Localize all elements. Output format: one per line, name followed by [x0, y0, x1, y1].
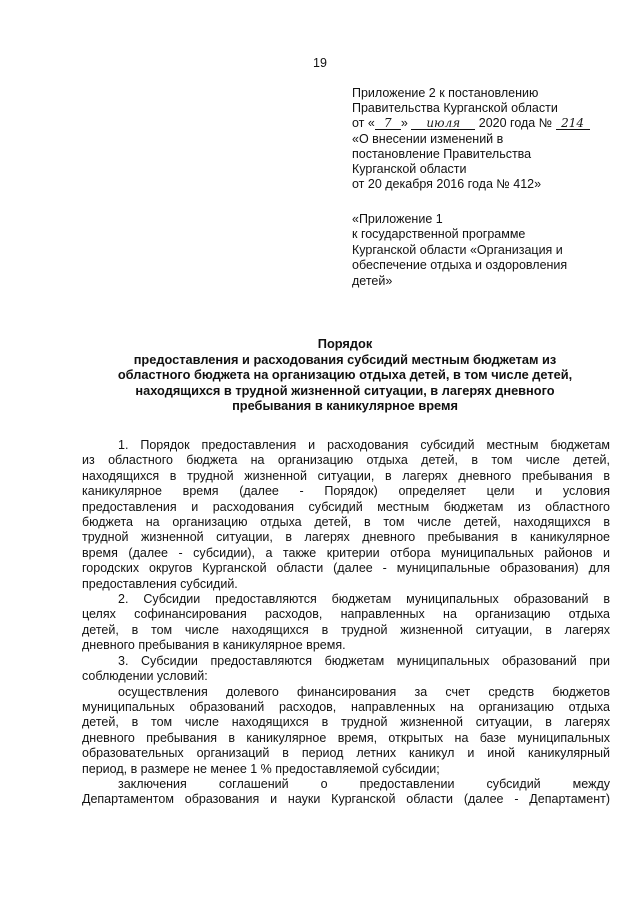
- paragraph-line: период, в размере не менее 1 % предоставляемой субсидии;: [82, 761, 440, 776]
- title-line-1: Порядок: [317, 336, 373, 351]
- paragraph-line: трудной жизненной ситуации, в лагерях дневного пребывания в каникулярное: [82, 530, 610, 545]
- appendix-inner-line-4: обеспечение отдыха и оздоровления: [352, 258, 568, 273]
- date-prefix: от «: [352, 116, 375, 131]
- appendix-line-7: от 20 декабря 2016 года № 412»: [352, 177, 542, 192]
- paragraph-1: [82, 438, 610, 592]
- paragraph-2: [82, 592, 610, 654]
- paragraph-line: предоставления и расходования субсидий местным бюджетам из областного: [82, 499, 610, 514]
- handwritten-day: 7: [375, 117, 401, 130]
- appendix-date-line: [352, 116, 612, 131]
- appendix-inner-line-5: детей»: [352, 273, 393, 288]
- paragraph-line: городских округов Курганской области (далее - муниципальные образования) для: [82, 561, 610, 576]
- paragraph-line: дневного пребывания в каникулярное время.: [82, 638, 346, 653]
- paragraph-line: детей, в том числе находящихся в трудной жизненной ситуации, в лагерях: [82, 622, 610, 637]
- paragraph-line: 1. Порядок предоставления и расходования субсидий местным бюджетам: [118, 438, 610, 452]
- appendix-line-4: «О внесении изменений в: [352, 131, 504, 146]
- paragraph-line: 3. Субсидии предоставляются бюджетам муниципальных образований при: [118, 653, 610, 668]
- title-line-4: находящихся в трудной жизненной ситуации, в лагерях дневного: [135, 382, 555, 398]
- paragraph-line: каникулярное время (далее - Порядок) определяет цели и условия: [82, 484, 610, 499]
- paragraph-line: из областного бюджета на организацию отдыха детей, в том числе детей,: [82, 453, 610, 468]
- document-body: [82, 438, 610, 808]
- handwritten-month: июля: [411, 117, 475, 130]
- appendix-inner-line-2: к государственной программе: [352, 227, 526, 242]
- appendix-line-2: Правительства Курганской области: [352, 101, 558, 116]
- title-line-5: пребывания в каникулярное время: [232, 398, 458, 414]
- paragraph-line: 2. Субсидии предоставляются бюджетам муниципальных образований в: [118, 592, 610, 607]
- paragraph-line: целях софинансирования расходов, направленных на организацию отдыха: [82, 607, 610, 622]
- paragraph-3: [82, 654, 610, 685]
- paragraph-line: время (далее - субсидии), а также критерии отбора муниципальных районов и: [82, 545, 610, 560]
- appendix-inner-line-1: «Приложение 1: [352, 212, 443, 226]
- appendix-line-1: Приложение 2 к постановлению: [352, 86, 539, 100]
- appendix-inner-line-3: Курганской области «Организация и: [352, 242, 563, 257]
- paragraph-line: дневного пребывания в каникулярное время, открытых на базе муниципальных: [82, 730, 610, 745]
- document-title: [80, 336, 610, 414]
- paragraph-5: [82, 777, 610, 808]
- paragraph-line: образовательных организаций в период летних каникул и иной каникулярный: [82, 746, 610, 761]
- page-number: 19: [313, 56, 327, 70]
- date-year: 2020 года №: [478, 116, 553, 131]
- paragraph-line: Департаментом образования и науки Курганской области (далее - Департамент): [82, 792, 610, 807]
- paragraph-line: находящихся в трудной жизненной ситуации, в лагерях дневного пребывания в: [82, 468, 610, 483]
- date-quote-close: »: [400, 116, 408, 131]
- paragraph-line: заключения соглашений о предоставлении субсидий между: [118, 776, 610, 791]
- title-line-3: областного бюджета на организацию отдыха детей, в том числе детей,: [117, 367, 573, 383]
- handwritten-number: 214: [556, 117, 590, 130]
- paragraph-4: [82, 685, 610, 777]
- paragraph-line: муниципальных образований расходов, направленных на организацию отдыха: [82, 699, 610, 714]
- paragraph-line: предоставления субсидий.: [82, 576, 238, 591]
- appendix-header: [352, 86, 612, 192]
- title-line-2: предоставления и расходования субсидий местным бюджетам из: [133, 351, 557, 367]
- paragraph-line: осуществления долевого финансирования за счет средств бюджетов: [118, 684, 610, 699]
- paragraph-line: соблюдении условий:: [82, 669, 208, 684]
- paragraph-line: бюджета на организацию отдыха детей, в том числе детей, находящихся в: [82, 515, 610, 530]
- appendix-line-5: постановление Правительства: [352, 146, 532, 161]
- appendix-line-6: Курганской области: [352, 162, 467, 177]
- paragraph-line: детей, в том числе находящихся в трудной жизненной ситуации, в лагерях: [82, 715, 610, 730]
- appendix-inner: [352, 212, 612, 289]
